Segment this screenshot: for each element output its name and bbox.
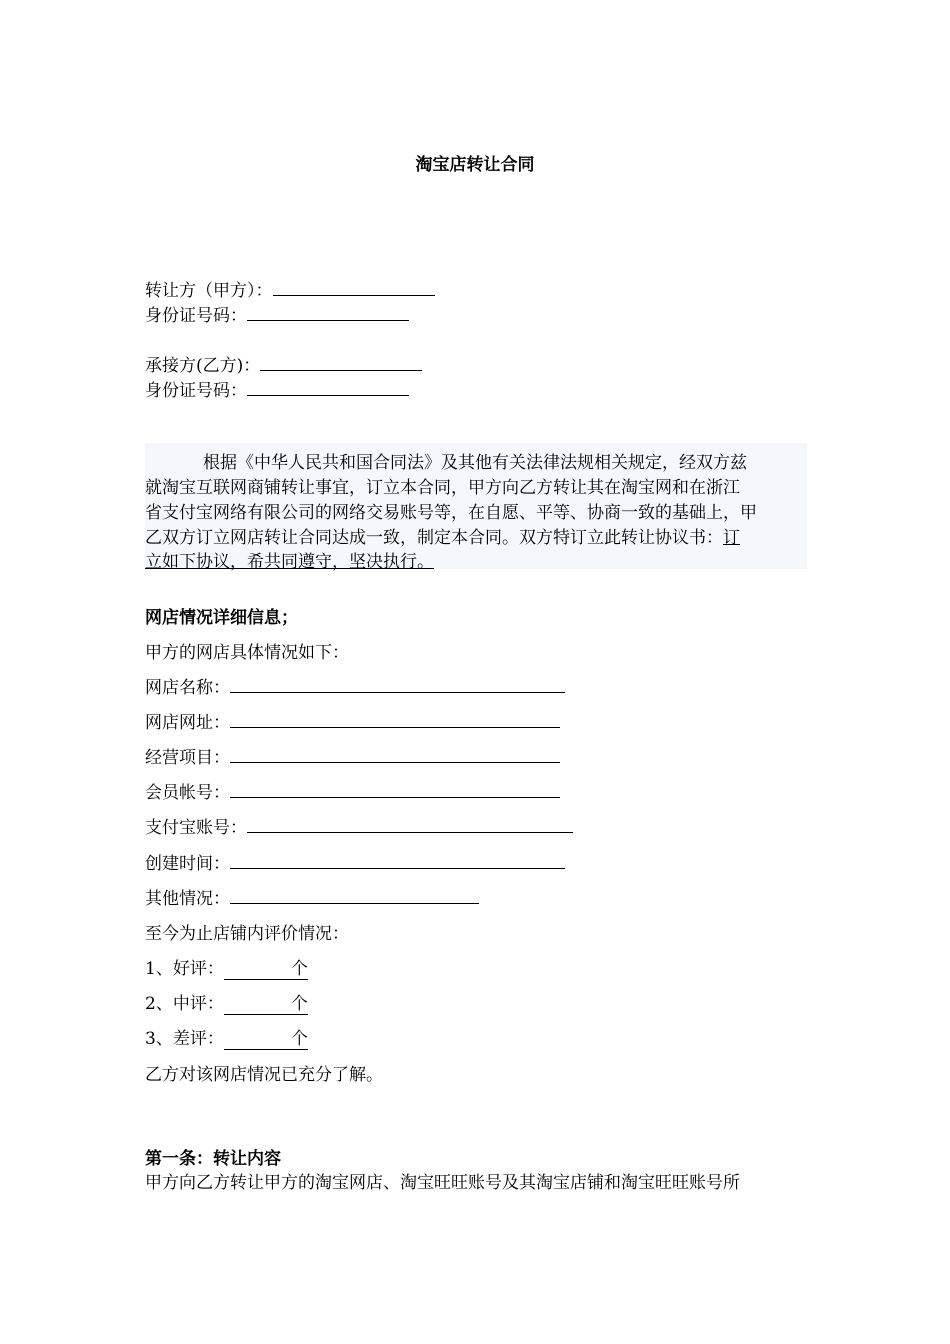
rating-neutral-count[interactable]: 个	[224, 994, 308, 1015]
rating-bad-count[interactable]: 个	[224, 1029, 308, 1050]
field-business	[145, 743, 560, 768]
field-label: 会员帐号：	[145, 783, 230, 803]
rating-bad	[145, 1024, 308, 1050]
field-label: 经营项目：	[145, 748, 230, 768]
rating-label: 2、中评：	[145, 994, 224, 1014]
business-blank[interactable]	[230, 744, 560, 763]
party-b-label: 承接方(乙方)：	[145, 356, 261, 376]
field-alipay-account	[145, 813, 573, 838]
rating-neutral	[145, 989, 308, 1015]
field-member-account	[145, 778, 560, 803]
created-time-blank[interactable]	[230, 850, 565, 869]
article-1-heading: 第一条：转让内容	[145, 1149, 281, 1169]
rating-label: 1、好评：	[145, 959, 224, 979]
field-label: 网店网址：	[145, 713, 230, 733]
rating-good	[145, 954, 308, 980]
field-label: 支付宝账号：	[145, 818, 247, 838]
party-b-id-blank[interactable]	[247, 377, 409, 396]
member-account-blank[interactable]	[230, 779, 560, 798]
preamble-line-2: 就淘宝互联网商铺转让事宜，订立本合同，甲方向乙方转让其在淘宝网和在浙江	[145, 478, 740, 498]
party-a-label: 转让方（甲方）：	[145, 281, 273, 301]
field-label: 网店名称：	[145, 678, 230, 698]
other-blank[interactable]	[230, 885, 479, 904]
party-a-line	[145, 276, 435, 301]
preamble-line-3: 省支付宝网络有限公司的网络交易账号等，在自愿、平等、协商一致的基础上，甲	[145, 503, 757, 523]
party-b-id-label: 身份证号码：	[145, 381, 247, 401]
field-created-time	[145, 849, 565, 874]
party-b-blank[interactable]	[260, 352, 422, 371]
article-1-text: 甲方向乙方转让甲方的淘宝网店、淘宝旺旺账号及其淘宝店铺和淘宝旺旺账号所	[145, 1173, 740, 1193]
party-a-id-blank[interactable]	[247, 302, 409, 321]
preamble-line-1: 根据《中华人民共和国合同法》及其他有关法律法规相关规定，经双方兹	[203, 453, 747, 473]
preamble-line-4-text: 乙双方订立网店转让合同达成一致，制定本合同。双方特订立此转让协议书：	[145, 528, 723, 548]
rating-label: 3、差评：	[145, 1029, 224, 1049]
field-other	[145, 884, 479, 909]
shop-info-heading: 网店情况详细信息；	[145, 608, 298, 628]
field-label: 创建时间：	[145, 854, 230, 874]
shop-name-blank[interactable]	[230, 674, 565, 693]
field-shop-url	[145, 708, 560, 733]
shop-url-blank[interactable]	[230, 709, 560, 728]
rating-good-count[interactable]: 个	[224, 959, 308, 980]
party-a-id-label: 身份证号码：	[145, 306, 247, 326]
party-b-line	[145, 351, 422, 376]
field-shop-name	[145, 673, 565, 698]
shop-info-intro: 甲方的网店具体情况如下：	[145, 643, 349, 663]
preamble-line-4-underlined: 订	[723, 528, 740, 548]
party-b-id-line	[145, 376, 409, 401]
field-label: 其他情况：	[145, 889, 230, 909]
alipay-account-blank[interactable]	[247, 814, 573, 833]
preamble-line-5-underlined: 立如下协议，希共同遵守，坚决执行。	[145, 552, 434, 572]
ratings-intro: 至今为止店铺内评价情况：	[145, 924, 349, 944]
preamble-line-5	[145, 547, 434, 572]
page-title: 淘宝店转让合同	[415, 155, 535, 175]
acknowledgement: 乙方对该网店情况已充分了解。	[145, 1065, 383, 1085]
preamble-line-4	[145, 523, 740, 548]
party-a-blank[interactable]	[273, 277, 435, 296]
party-a-id-line	[145, 301, 409, 326]
